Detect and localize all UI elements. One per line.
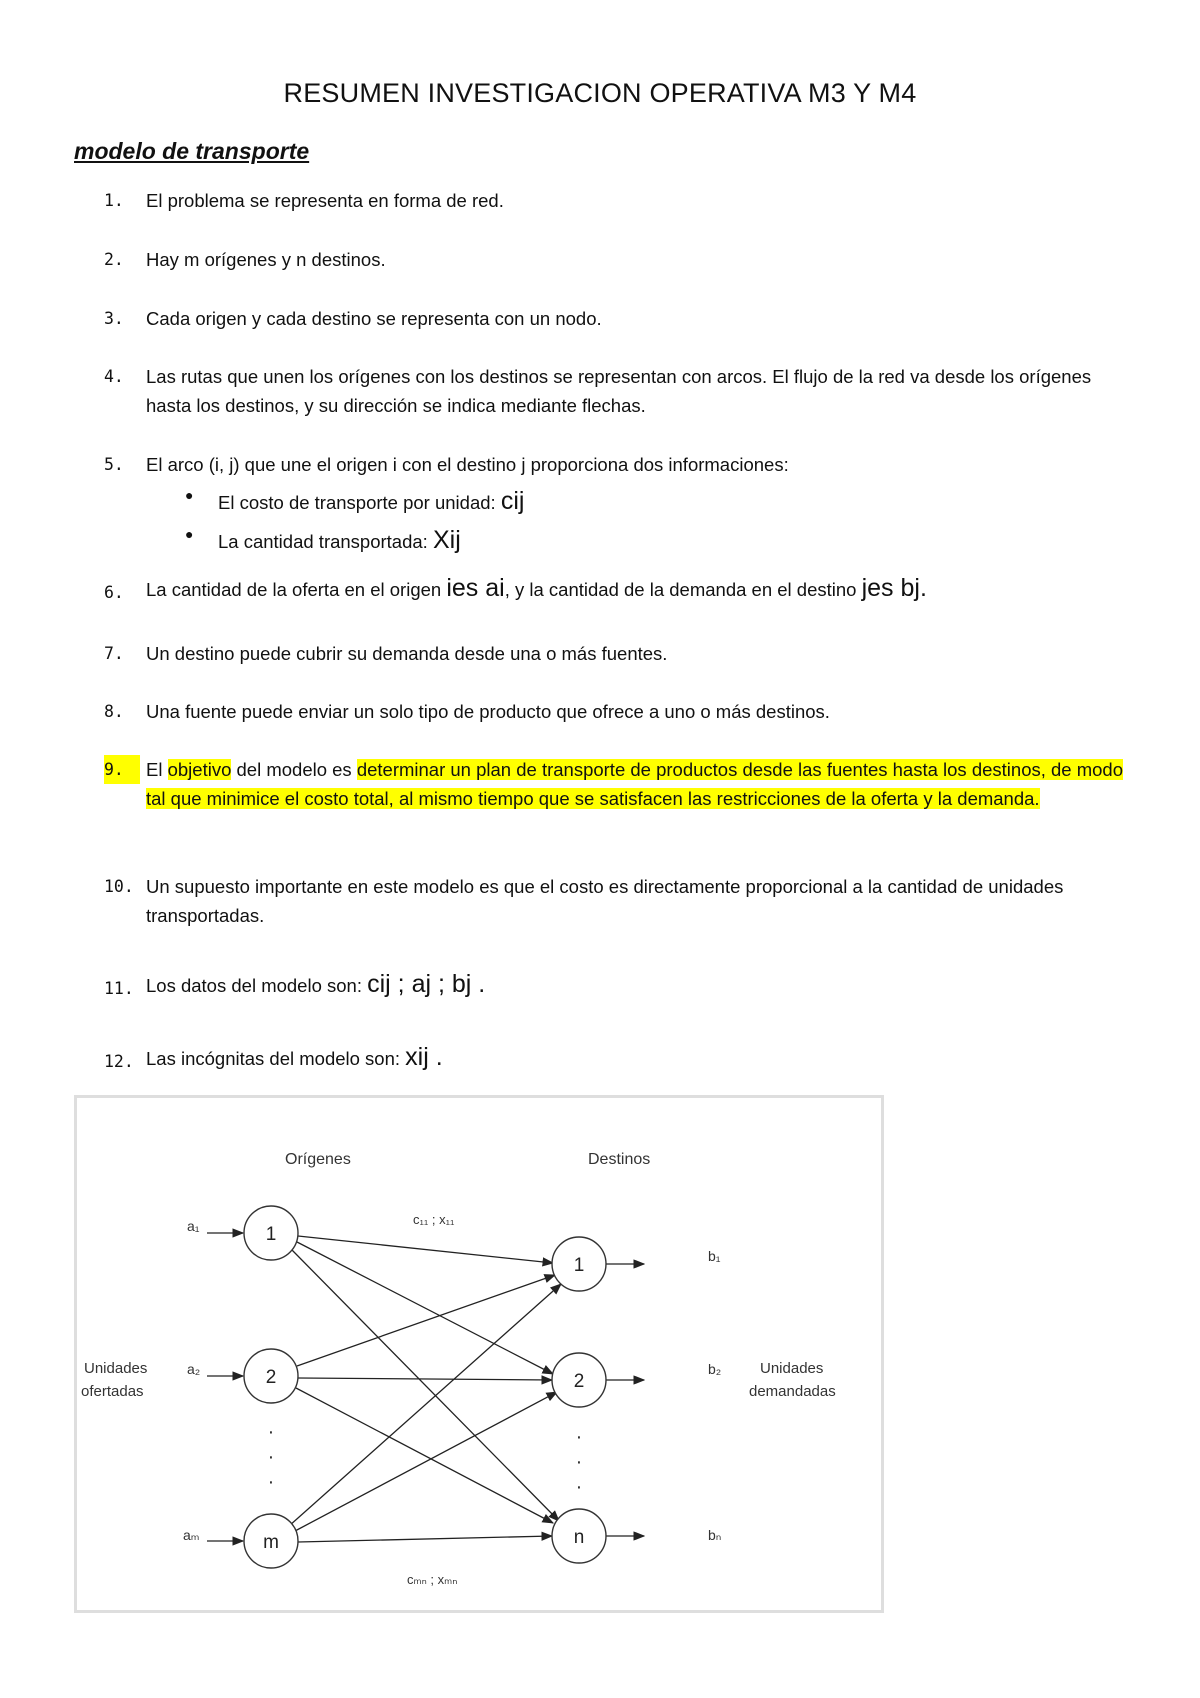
demand-label: demandadas (749, 1383, 836, 1400)
arc-label: c₁₁ ; x₁₁ (413, 1212, 455, 1227)
arc (296, 1388, 553, 1523)
arc (292, 1250, 559, 1521)
arc (298, 1536, 552, 1542)
item-number: 7. (104, 644, 124, 663)
item-number: 2. (104, 250, 124, 269)
item-text: , y la cantidad de la demanda en el destino (504, 579, 857, 600)
item-number: 8. (104, 702, 124, 721)
ellipsis-dot: · (575, 1426, 583, 1448)
demand-label: Unidades (760, 1360, 824, 1377)
item-symbol: jes bj. (861, 574, 927, 602)
destinations-label: Destinos (588, 1151, 651, 1168)
bullet-text: El costo de transporte por unidad: (218, 492, 496, 513)
supply-value: a₂ (187, 1361, 201, 1377)
destination-node-label: 2 (573, 1371, 585, 1392)
arc (297, 1275, 555, 1366)
origins-label: Orígenes (285, 1151, 351, 1168)
supply-label: ofertadas (81, 1383, 144, 1400)
ellipsis-dot: · (575, 1451, 583, 1473)
bullet-icon: ● (185, 487, 194, 503)
item-number: 9. (104, 755, 140, 784)
item-text: Una fuente puede enviar un solo tipo de producto que ofrece a uno o más destinos. (146, 701, 830, 722)
destination-node-label: 1 (573, 1255, 585, 1276)
arc (298, 1378, 552, 1380)
bullet-symbol: cij (500, 487, 525, 515)
arc (297, 1242, 553, 1374)
bullet-text: La cantidad transportada: (218, 531, 428, 552)
arc (295, 1392, 557, 1531)
network-svg (77, 1098, 881, 1610)
highlighted-text: determinar un plan de transporte de productos desde las fuentes hasta los destinos, de modo tal que minimice el costo total, al mismo tiempo que se satisfacen las restricciones de la oferta y la demanda. (146, 759, 1124, 809)
item-text: Un destino puede cubrir su demanda desde una o más fuentes. (146, 643, 668, 664)
item-text: Las rutas que unen los orígenes con los destinos se representan con arcos. El flujo de la red va desde los orígenes hasta los destinos, y su dirección se indica mediante flechas. (146, 366, 1092, 416)
bullet-icon: ● (185, 526, 194, 542)
highlighted-text: objetivo (167, 759, 232, 780)
origin-node-label: 1 (265, 1224, 277, 1245)
item-number: 6. (104, 583, 124, 602)
item-number: 4. (104, 367, 124, 386)
ellipsis-dot: · (267, 1421, 275, 1443)
item-text: del modelo es (236, 759, 352, 780)
supply-value: a₁ (187, 1218, 200, 1234)
ellipsis-dot: · (575, 1476, 583, 1498)
item-number: 3. (104, 309, 124, 328)
document-title: RESUMEN INVESTIGACION OPERATIVA M3 Y M4 (283, 78, 917, 108)
item-text: Un supuesto importante en este modelo es que el costo es directamente proporcional a la cantidad de unidades transportadas. (146, 876, 1064, 926)
supply-label: Unidades (84, 1360, 148, 1377)
item-symbol: cij ; aj ; bj . (367, 970, 486, 998)
ellipsis-dot: · (267, 1446, 275, 1468)
origin-node-label: 2 (265, 1367, 277, 1388)
supply-value: aₘ (183, 1527, 200, 1543)
item-text: Las incógnitas del modelo son: (146, 1048, 401, 1069)
item-text: La cantidad de la oferta en el origen (146, 579, 442, 600)
item-text: Los datos del modelo son: (146, 975, 362, 996)
item-number: 12. (104, 1052, 134, 1071)
demand-value: b₂ (708, 1361, 722, 1377)
origin-node-label: m (263, 1532, 279, 1553)
demand-value: b₁ (708, 1248, 721, 1264)
item-text: El problema se representa en forma de red. (146, 190, 504, 211)
transport-network-diagram (74, 1095, 884, 1613)
bullet-symbol: Xij (432, 526, 461, 554)
item-text: Hay m orígenes y n destinos. (146, 249, 386, 270)
item-symbol: ies ai (446, 574, 505, 602)
item-number: 1. (104, 191, 124, 210)
item-text: Cada origen y cada destino se representa con un nodo. (146, 308, 602, 329)
arc (298, 1236, 553, 1263)
ellipsis-dot: · (267, 1471, 275, 1493)
item-text: El (146, 759, 163, 780)
item-number: 5. (104, 455, 124, 474)
item-text: El arco (i, j) que une el origen i con el destino j proporciona dos informaciones: (146, 454, 789, 475)
item-number: 11. (104, 979, 134, 998)
demand-value: bₙ (708, 1527, 722, 1543)
item-symbol: xij . (405, 1043, 443, 1071)
item-number: 10. (104, 877, 134, 896)
section-heading: modelo de transporte (74, 138, 310, 164)
arc-label: cₘₙ ; xₘₙ (407, 1572, 458, 1587)
destination-node-label: n (573, 1527, 585, 1548)
